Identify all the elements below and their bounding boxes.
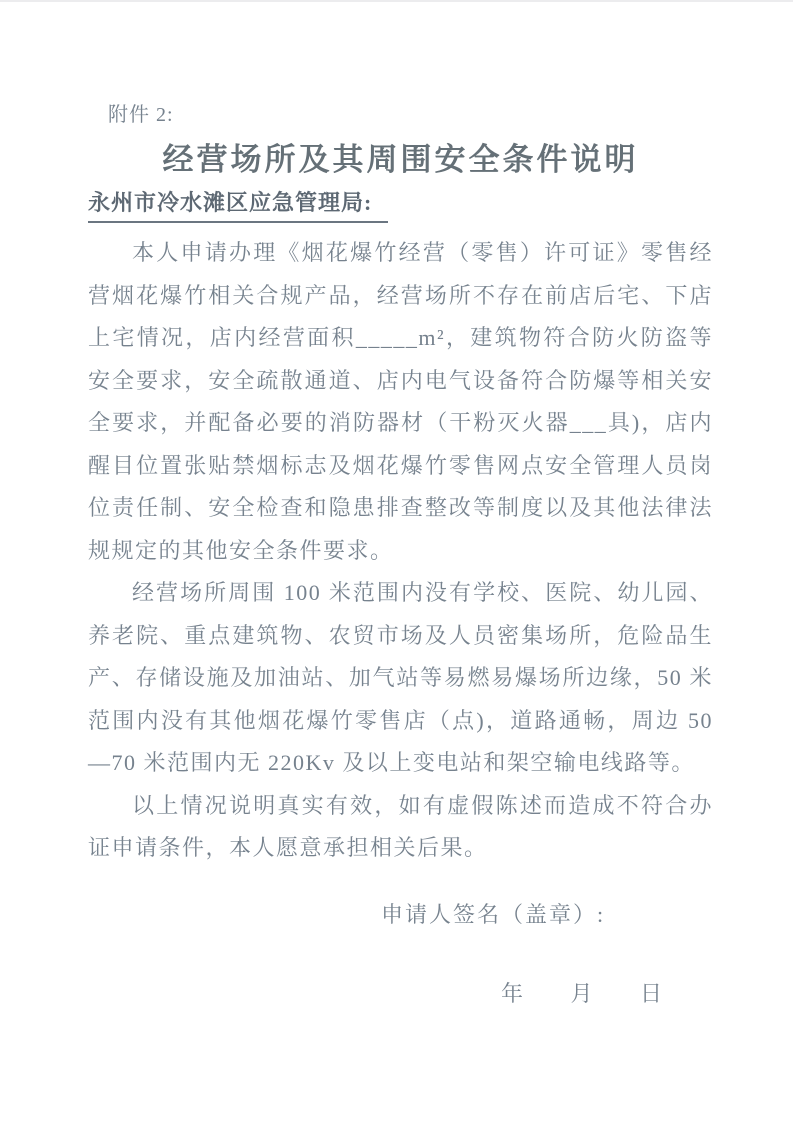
document-content: [88, 100, 713, 1016]
signature-row: [88, 894, 713, 937]
attachment-label: 附件 2:: [108, 104, 174, 126]
body-paragraph-1: 本人申请办理《烟花爆竹经营（零售）许可证》零售经营烟花爆竹相关合规产品，经营场所不存在前店后宅、下店上宅情况，店内经营面积_____m²，建筑物符合防火防盗等安全要求，安全疏散通道、店内电气设备符合防爆等相关安全要求，并配备必要的消防器材（干粉灭火器___具)，店内醒目位置张贴禁烟标志及烟花爆竹零售网点安全管理人员岗位责任制、安全检查和隐患排查整改等制度以及其他法律法规规定的其他安全条件要求。: [88, 240, 713, 563]
body-paragraph-3: 以上情况说明真实有效，如有虚假陈述而造成不符合办证申请条件，本人愿意承担相关后果。: [88, 792, 713, 860]
body-paragraph-2: 经营场所周围 100 米范围内没有学校、医院、幼儿园、养老院、重点建筑物、农贸市场及人员密集场所，危险品生产、存储设施及加油站、加气站等易燃易爆场所边缘，50 米范围内没有其他烟花爆竹零售店（点)，道路通畅，周边 50—70 米范围内无 220Kv 及以上变电站和架空输电线路等。: [88, 580, 713, 775]
recipient-name: 永州市冷水滩区应急管理局:: [88, 186, 388, 223]
day-label: 日: [640, 981, 663, 1006]
recipient-line: [88, 186, 713, 223]
signature-label: 申请人签名（盖章）:: [381, 901, 606, 927]
document-title: 经营场所及其周围安全条件说明: [162, 142, 639, 177]
month-label: 月: [570, 981, 593, 1006]
date-row: [88, 973, 713, 1016]
year-label: 年: [501, 981, 524, 1006]
document-body: [88, 232, 713, 870]
